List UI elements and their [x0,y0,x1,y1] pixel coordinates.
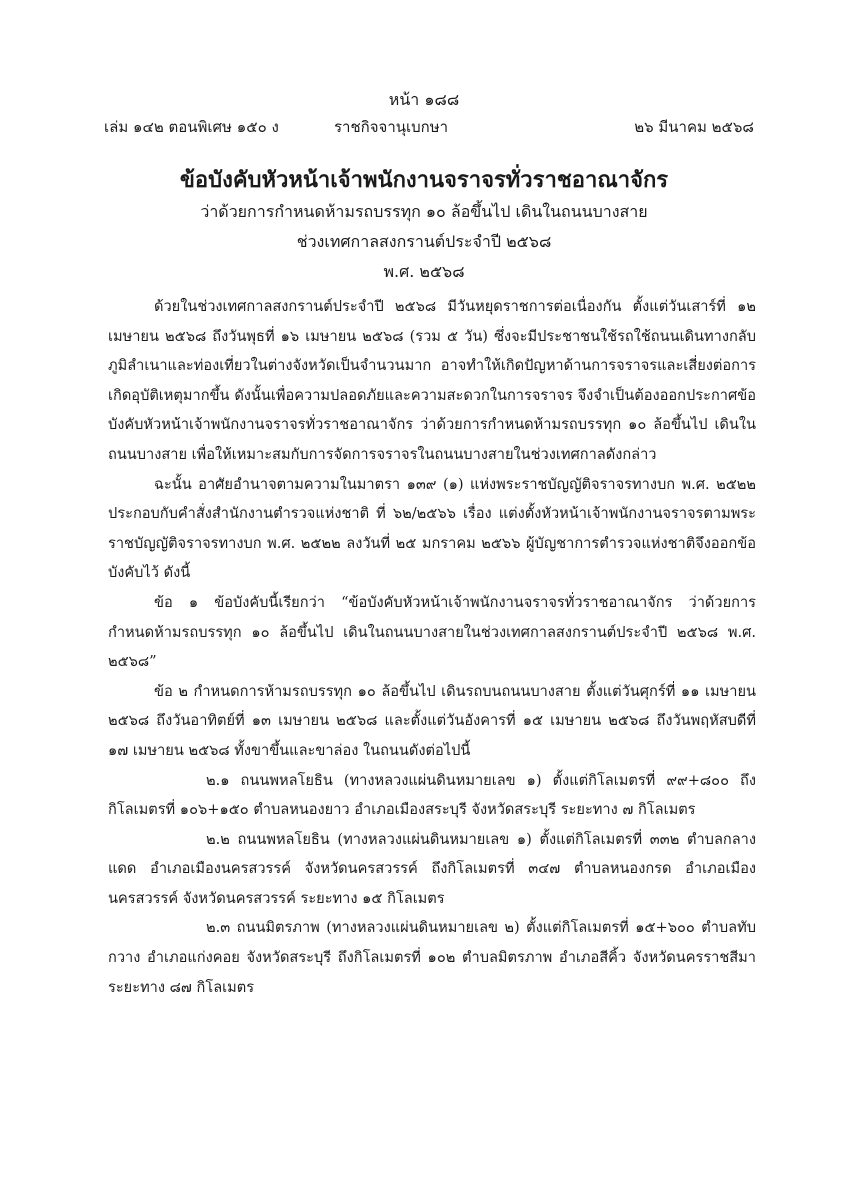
clause-1: ข้อ ๑ ข้อบังคับนี้เรียกว่า “ข้อบังคับหัวหน้าเจ้าพนักงานจราจรทั่วราชอาณาจักร ว่าด้วยการกำหนดห้ามรถบรรทุก ๑๐ ล้อขึ้นไป เดินในถนนบางสายในช่วงเทศกาลสงกรานต์ประจำปี ๒๕๖๘ พ.ศ. ๒๕๖๘” [108,593,756,671]
clause-2-1: ๒.๑ ถนนพหลโยธิน (ทางหลวงแผ่นดินหมายเลข ๑) ตั้งแต่กิโลเมตรที่ ๙๙+๘๐๐ ถึงกิโลเมตรที่ ๑๐๖+๑๕๐ ตำบลหนองยาว อำเภอเมืองสระบุรี จังหวัดสระบุรี ระยะทาง ๗ กิโลเมตร [108,771,756,819]
clause-2: ข้อ ๒ กำหนดการห้ามรถบรรทุก ๑๐ ล้อขึ้นไป เดินรถบนถนนบางสาย ตั้งแต่วันศุกร์ที่ ๑๑ เมษายน ๒๕๖๘ ถึงวันอาทิตย์ที่ ๑๓ เมษายน ๒๕๖๘ และตั้งแต่วันอังคารที่ ๑๕ เมษายน ๒๕๖๘ ถึงวันพฤหัสบดีที่ ๑๗ เมษายน ๒๕๖๘ ทั้งขาขึ้นและขาล่อง ในถนนดังต่อไปนี้ [108,682,756,759]
clause-2-2: ๒.๒ ถนนพหลโยธิน (ทางหลวงแผ่นดินหมายเลข ๑) ตั้งแต่กิโลเมตรที่ ๓๓๒ ตำบลกลางแดด อำเภอเมืองนครสวรรค์ จังหวัดนครสวรรค์ ถึงกิโลเมตรที่ ๓๔๗ ตำบลหนองกรด อำเภอเมืองนครสวรรค์ จังหวัดนครสวรรค์ ระยะทาง ๑๕ กิโลเมตร [108,830,756,907]
document-subtitle-period: ช่วงเทศกาลสงกรานต์ประจำปี ๒๕๖๘ [296,232,552,251]
authority-paragraph: ฉะนั้น อาศัยอำนาจตามความในมาตรา ๑๓๙ (๑) แห่งพระราชบัญญัติจราจรทางบก พ.ศ. ๒๕๒๒ ประกอบกับคำสั่งสำนักงานตำรวจแห่งชาติ ที่ ๖๒/๒๕๖๖ เรื่อง แต่งตั้งหัวหน้าเจ้าพนักงานจราจรตามพระราชบัญญัติจราจรทางบก พ.ศ. ๒๕๒๒ ลงวันที่ ๒๕ มกราคม ๒๕๖๖ ผู้บัญชาการตำรวจแห่งชาติจึงออกข้อบังคับไว้ ดังนี้ [108,475,756,582]
document-year: พ.ศ. ๒๕๖๘ [383,262,465,281]
issue-date: ๒๖ มีนาคม ๒๕๖๘ [634,118,754,136]
document-title: ข้อบังคับหัวหน้าเจ้าพนักงานจราจรทั่วราชอาณาจักร [179,167,669,193]
preamble-paragraph: ด้วยในช่วงเทศกาลสงกรานต์ประจำปี ๒๕๖๘ มีวันหยุดราชการต่อเนื่องกัน ตั้งแต่วันเสาร์ที่ ๑๒ เมษายน ๒๕๖๘ ถึงวันพุธที่ ๑๖ เมษายน ๒๕๖๘ (รวม ๕ วัน) ซึ่งจะมีประชาชนใช้รถใช้ถนนเดินทางกลับภูมิลำเนาและท่องเที่ยวในต่างจังหวัดเป็นจำนวนมาก อาจทำให้เกิดปัญหาด้านการจราจรและเสี่ยงต่อการเกิดอุบัติเหตุมากขึ้น ดังนั้นเพื่อความปลอดภัยและความสะดวกในการจราจร จึงจำเป็นต้องออกประกาศข้อบังคับหัวหน้าเจ้าพนักงานจราจรทั่วราชอาณาจักร ว่าด้วยการกำหนดห้ามรถบรรทุก ๑๐ ล้อขึ้นไป เดินในถนนบางสาย เพื่อให้เหมาะสมกับการจัดการจราจรในถนนบางสายในช่วงเทศกาลดังกล่าว [108,298,756,463]
gazette-name: ราชกิจจานุเบกษา [334,118,449,136]
page-number: หน้า ๑๘๘ [388,90,460,109]
clause-2-3: ๒.๓ ถนนมิตรภาพ (ทางหลวงแผ่นดินหมายเลข ๒) ตั้งแต่กิโลเมตรที่ ๑๕+๖๐๐ ตำบลทับกวาง อำเภอแก่งคอย จังหวัดสระบุรี ถึงกิโลเมตรที่ ๑๐๒ ตำบลมิตรภาพ อำเภอสีคิ้ว จังหวัดนครราชสีมา ระยะทาง ๘๗ กิโลเมตร [108,919,756,996]
document-body [108,292,756,1002]
document-subtitle: ว่าด้วยการกำหนดห้ามรถบรรทุก ๑๐ ล้อขึ้นไป เดินในถนนบางสาย [200,202,648,221]
volume-issue: เล่ม ๑๔๒ ตอนพิเศษ ๑๕๐ ง [104,118,279,136]
